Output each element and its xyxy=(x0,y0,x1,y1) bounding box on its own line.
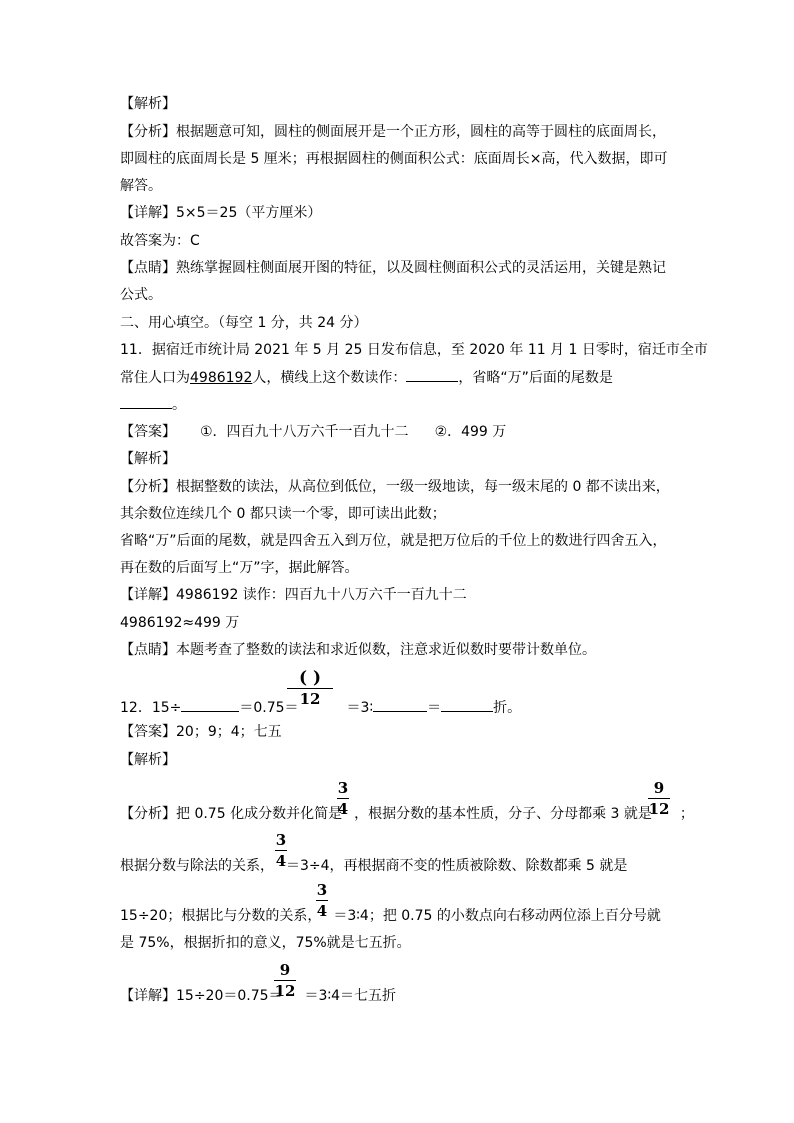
q12-stem-c: ＝3∶ xyxy=(346,700,374,716)
q11-analysis-line-2: 其余数位连续几个 0 都只读一个零，即可读出此数； xyxy=(120,506,446,522)
fraction-numerator: 9 xyxy=(279,961,291,979)
fraction-denominator: 4 xyxy=(316,902,328,920)
q12-analysis-2a: 根据分数与除法的关系， xyxy=(120,858,274,874)
q11-answer-1: ①．四百九十八万六千一百九十二 xyxy=(200,424,409,440)
q12-analysis-line-3 xyxy=(120,906,661,926)
q10-analysis-line-1: 【分析】根据题意可知，圆柱的侧面展开是一个正方形，圆柱的高等于圆柱的底面周长， xyxy=(120,124,666,140)
fraction-3-4 xyxy=(316,882,328,919)
q11-blank-1[interactable] xyxy=(406,367,458,382)
q10-analysis-line-2: 即圆柱的底面周长是 5 厘米；再根据圆柱的侧面积公式：底面周长×高，代入数据，即可 xyxy=(120,151,668,167)
fraction-numerator: 3 xyxy=(275,831,287,849)
q10-detail: 【详解】5×5＝25（平方厘米） xyxy=(120,205,322,221)
q12-analysis-3a: 15÷20；根据比与分数的关系， xyxy=(120,908,322,924)
q11-stem-end: 。 xyxy=(172,397,186,413)
q12-analysis-line-2 xyxy=(120,856,627,876)
q11-stem-line-1: 11．据宿迁市统计局 2021 年 5 月 25 日发布信息，至 2020 年 11 月 1 日零时，宿迁市全市 xyxy=(120,342,708,358)
fraction-numerator: 3 xyxy=(337,779,349,797)
q11-comment: 【点睛】本题考查了整数的读法和求近似数，注意求近似数时要带计数单位。 xyxy=(120,642,596,658)
q12-analysis-1a: 【分析】把 0.75 化成分数并化简是 xyxy=(120,806,343,822)
q11-stem-text-a: 常住人口为 xyxy=(120,370,190,386)
q12-stem-e: 折。 xyxy=(493,700,522,716)
fraction-denominator: 12 xyxy=(648,800,670,818)
section-title: 二、用心填空。（每空 1 分，共 24 分） xyxy=(120,315,368,331)
fraction-9-12 xyxy=(274,962,296,999)
q12-detail-b: ＝3∶4＝七五折 xyxy=(304,988,396,1004)
fraction-denominator: 12 xyxy=(274,982,296,1000)
q12-analysis-line-1 xyxy=(120,804,694,824)
q12-stem-a: 12．15÷ xyxy=(120,700,182,716)
fraction-numerator: 3 xyxy=(316,881,328,899)
fraction-denominator: 4 xyxy=(337,800,349,818)
q11-stem-line-2 xyxy=(120,367,613,388)
q12-blank-4[interactable] xyxy=(441,697,493,712)
fraction-bar xyxy=(287,688,333,689)
fraction-bar xyxy=(337,798,349,799)
q12-fraction-denominator: 12 xyxy=(299,690,321,708)
q11-stem-line-3 xyxy=(120,394,186,415)
q12-analysis-2b: ＝3÷4，再根据商不变的性质被除数、除数都乘 5 就是 xyxy=(286,858,628,874)
fraction-3-4 xyxy=(275,832,287,869)
q11-detail-line-1: 【详解】4986192 读作：四百九十八万六千一百九十二 xyxy=(120,587,467,603)
q12-stem-d: ＝ xyxy=(427,700,442,716)
q11-analysis-line-1: 【分析】根据整数的读法，从高位到低位，一级一级地读，每一级末尾的 0 都不读出来， xyxy=(120,479,670,495)
q12-blank-3[interactable] xyxy=(373,697,427,712)
q11-analysis-line-4: 再在数的后面写上“万”字，据此解答。 xyxy=(120,560,359,576)
q11-jiexi-heading: 【解析】 xyxy=(120,451,176,467)
q11-stem-text-c: ，省略“万”后面的尾数是 xyxy=(458,370,613,386)
q12-analysis-1c: ； xyxy=(679,806,694,822)
q12-analysis-3b: ＝3∶4；把 0.75 的小数点向右移动两位添上百分号就 xyxy=(333,908,661,924)
q10-comment-line-1: 【点睛】熟练掌握圆柱侧面展开图的特征，以及圆柱侧面积公式的灵活运用，关键是熟记 xyxy=(120,260,666,276)
q11-answer-label: 【答案】 xyxy=(120,424,176,440)
q11-population-number: 4986192 xyxy=(190,370,253,386)
q11-detail-line-2: 4986192≈499 万 xyxy=(120,615,240,631)
q11-blank-2[interactable] xyxy=(120,394,172,409)
q10-answer: 故答案为：C xyxy=(120,233,200,249)
q12-answer: 【答案】20；9；4；七五 xyxy=(120,724,282,740)
q10-comment-line-2: 公式。 xyxy=(120,287,162,303)
q10-analysis-line-3: 解答。 xyxy=(120,178,162,194)
q12-jiexi-heading: 【解析】 xyxy=(120,752,176,768)
fraction-numerator: 9 xyxy=(653,779,665,797)
q10-jiexi-heading: 【解析】 xyxy=(120,96,176,112)
fraction-bar xyxy=(275,850,287,851)
q11-answer-2: ②．499 万 xyxy=(434,424,507,440)
q12-stem-b: ＝0.75＝ xyxy=(239,700,299,716)
q11-analysis-line-3: 省略“万”后面的尾数，就是四舍五入到万位，就是把万位后的千位上的数进行四舍五入， xyxy=(120,533,667,549)
q12-detail-a: 【详解】15÷20＝0.75＝ xyxy=(120,988,283,1004)
fraction-9-12 xyxy=(648,780,670,817)
fraction-bar xyxy=(274,980,296,981)
q11-stem-text-b: 人，横线上这个数读作： xyxy=(252,370,407,386)
q12-detail xyxy=(120,986,396,1006)
q12-analysis-1b: ，根据分数的基本性质，分子、分母都乘 3 就是 xyxy=(354,806,652,822)
q12-fraction-numerator-blank[interactable]: ( ) xyxy=(298,668,321,688)
q12-analysis-line-4: 是 75%，根据折扣的意义，75%就是七五折。 xyxy=(120,935,411,951)
q11-answer-line xyxy=(120,422,506,442)
fraction-denominator: 4 xyxy=(275,852,287,870)
fraction-3-4 xyxy=(337,780,349,817)
q12-fraction-blank xyxy=(287,670,333,707)
fraction-bar xyxy=(316,900,328,901)
q12-blank-1[interactable] xyxy=(181,697,239,712)
fraction-bar xyxy=(648,798,670,799)
